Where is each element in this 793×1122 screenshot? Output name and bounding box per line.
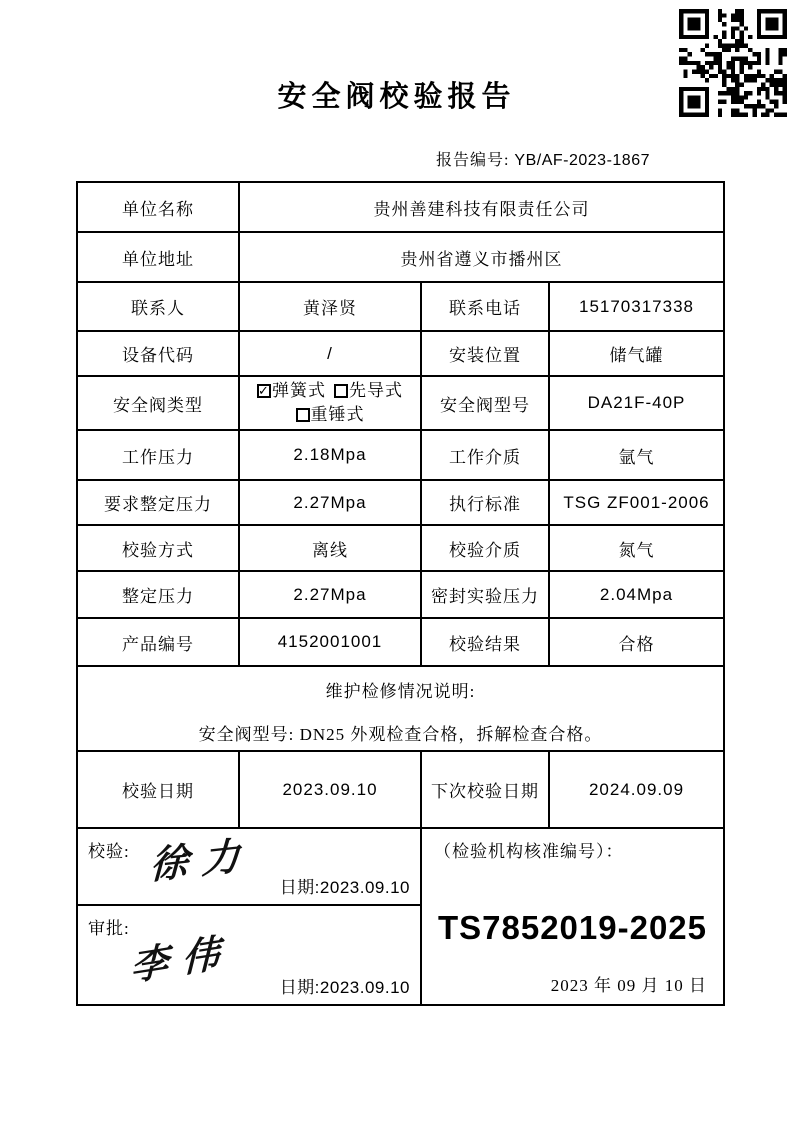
option-pilot-type bbox=[334, 379, 403, 403]
org-cell bbox=[421, 828, 724, 1005]
calibration-method-value: 离线 bbox=[239, 525, 421, 571]
product-number-value: 4152001001 bbox=[239, 618, 421, 666]
result-value: 合格 bbox=[549, 618, 724, 666]
calibration-date-value: 2023.09.10 bbox=[239, 751, 421, 828]
row-contact bbox=[77, 282, 724, 331]
unit-name-label: 单位名称 bbox=[77, 182, 239, 232]
row-verify-sign bbox=[77, 828, 724, 905]
approve-label: 审批: bbox=[88, 919, 130, 938]
valve-model-label: 安全阀型号 bbox=[421, 376, 549, 430]
unit-address-label: 单位地址 bbox=[77, 232, 239, 282]
required-set-pressure-value: 2.27Mpa bbox=[239, 480, 421, 525]
row-maintenance bbox=[77, 666, 724, 751]
row-dates bbox=[77, 751, 724, 828]
row-unit-address bbox=[77, 232, 724, 282]
device-code-value: / bbox=[239, 331, 421, 376]
report-number bbox=[436, 147, 650, 170]
checkbox-pilot-icon bbox=[334, 384, 348, 398]
required-set-pressure-label: 要求整定压力 bbox=[77, 480, 239, 525]
install-location-value: 储气罐 bbox=[549, 331, 724, 376]
approve-date: 日期:2023.09.10 bbox=[279, 978, 410, 997]
verify-label: 校验: bbox=[88, 842, 130, 861]
row-required-set-pressure bbox=[77, 480, 724, 525]
standard-label: 执行标准 bbox=[421, 480, 549, 525]
valve-model-value: DA21F-40P bbox=[549, 376, 724, 430]
option-pilot-label: 先导式 bbox=[349, 381, 403, 400]
approve-sign-cell bbox=[77, 905, 421, 1005]
verify-sign-cell bbox=[77, 828, 421, 905]
row-valve-type bbox=[77, 376, 724, 430]
maintenance-heading: 维护检修情况说明: bbox=[325, 681, 476, 701]
org-date: 2023 年 09 月 10 日 bbox=[550, 976, 707, 995]
maintenance-note bbox=[77, 666, 724, 751]
phone-value: 15170317338 bbox=[549, 282, 724, 331]
seal-test-pressure-label: 密封实验压力 bbox=[421, 571, 549, 618]
checkbox-spring-checked-icon: ✓ bbox=[258, 383, 270, 399]
org-approval-label: （检验机构核准编号）： bbox=[434, 842, 624, 861]
phone-label: 联系电话 bbox=[421, 282, 549, 331]
calibration-medium-label: 校验介质 bbox=[421, 525, 549, 571]
option-spring-label: 弹簧式 bbox=[272, 381, 326, 400]
working-medium-value: 氩气 bbox=[549, 430, 724, 480]
unit-name-value: 贵州善建科技有限责任公司 bbox=[239, 182, 724, 232]
device-code-label: 设备代码 bbox=[77, 331, 239, 376]
valve-type-options bbox=[239, 376, 421, 430]
working-medium-label: 工作介质 bbox=[421, 430, 549, 480]
standard-value: TSG ZF001-2006 bbox=[549, 480, 724, 525]
page-title: 安全阀校验报告 bbox=[277, 81, 516, 113]
calibration-method-label: 校验方式 bbox=[77, 525, 239, 571]
verify-signature: 徐力 bbox=[149, 834, 255, 888]
row-product-number bbox=[77, 618, 724, 666]
row-device-code bbox=[77, 331, 724, 376]
next-date-value: 2024.09.09 bbox=[549, 751, 724, 828]
contact-value: 黄泽贤 bbox=[239, 282, 421, 331]
result-label: 校验结果 bbox=[421, 618, 549, 666]
option-spring-type bbox=[257, 379, 326, 403]
org-approval-code: TS7852019-2025 bbox=[437, 909, 708, 946]
row-calibration-method bbox=[77, 525, 724, 571]
calibration-date-label: 校验日期 bbox=[77, 751, 239, 828]
report-table bbox=[76, 181, 725, 1006]
product-number-label: 产品编号 bbox=[77, 618, 239, 666]
maintenance-detail: 安全阀型号: DN25 外观检查合格，拆解检查合格。 bbox=[198, 724, 603, 744]
seal-test-pressure-value: 2.04Mpa bbox=[549, 571, 724, 618]
approve-signature: 李伟 bbox=[130, 930, 234, 990]
contact-label: 联系人 bbox=[77, 282, 239, 331]
next-date-label: 下次校验日期 bbox=[421, 751, 549, 828]
row-unit-name bbox=[77, 182, 724, 232]
install-location-label: 安装位置 bbox=[421, 331, 549, 376]
valve-type-label: 安全阀类型 bbox=[77, 376, 239, 430]
set-pressure-label: 整定压力 bbox=[77, 571, 239, 618]
option-weight-label: 重锤式 bbox=[310, 405, 365, 424]
checkbox-weight-icon bbox=[296, 408, 310, 422]
set-pressure-value: 2.27Mpa bbox=[239, 571, 421, 618]
working-pressure-value: 2.18Mpa bbox=[239, 430, 421, 480]
verify-date: 日期:2023.09.10 bbox=[279, 878, 410, 897]
unit-address-value: 贵州省遵义市播州区 bbox=[239, 232, 724, 282]
row-working-pressure bbox=[77, 430, 724, 480]
option-weight-type bbox=[296, 403, 365, 427]
report-number-value: YB/AF-2023-1867 bbox=[514, 152, 650, 169]
report-number-label: 报告编号: bbox=[435, 152, 515, 169]
calibration-medium-value: 氮气 bbox=[549, 525, 724, 571]
working-pressure-label: 工作压力 bbox=[77, 430, 239, 480]
row-set-pressure bbox=[77, 571, 724, 618]
